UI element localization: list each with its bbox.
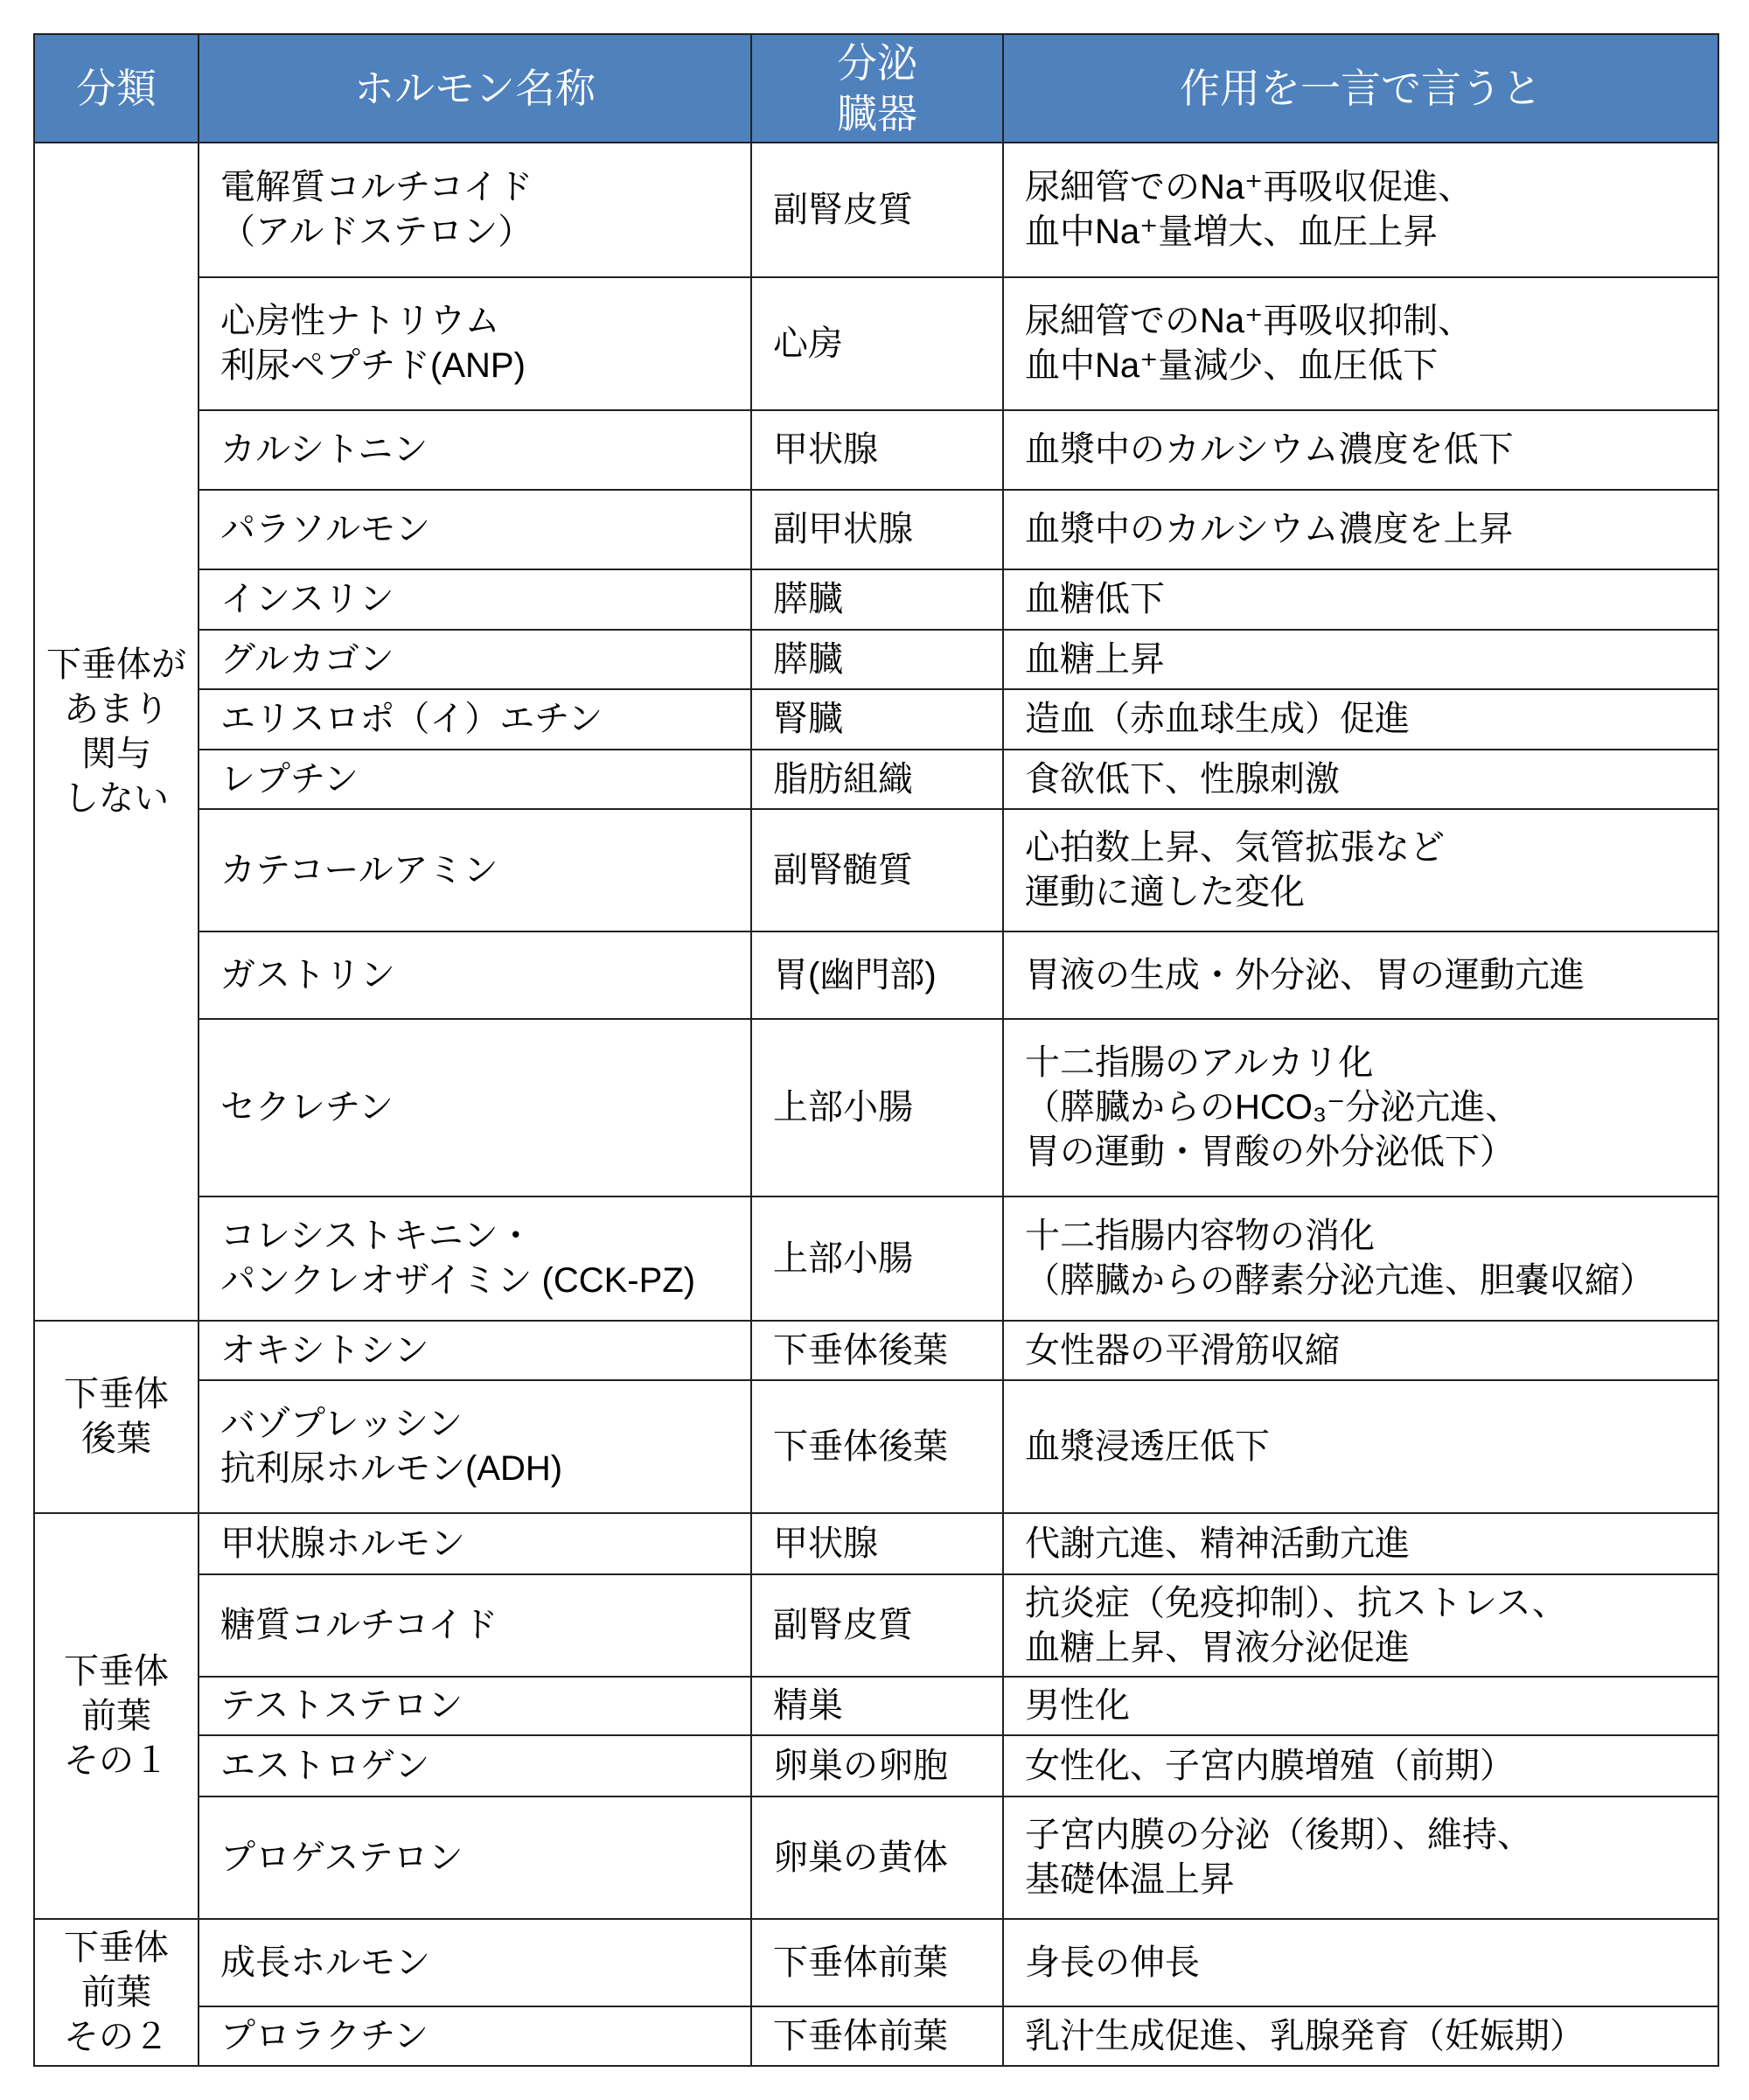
- document-page: [33, 33, 1718, 2067]
- table-row: [34, 2006, 1718, 2066]
- header-secreting-organ: 分泌 臓器: [751, 34, 1003, 143]
- table-row: [34, 750, 1718, 809]
- action-cell: 血糖上昇: [1003, 630, 1718, 689]
- hormone-name-cell: グルカゴン: [199, 630, 751, 689]
- table-row: [34, 1197, 1718, 1321]
- hormone-name-cell: レプチン: [199, 750, 751, 809]
- hormone-name-cell: バゾプレッシン 抗利尿ホルモン(ADH): [199, 1380, 751, 1513]
- category-cell: 下垂体 前葉 その１: [34, 1513, 199, 1919]
- action-cell: 食欲低下、性腺刺激: [1003, 750, 1718, 809]
- secreting-organ-cell: 副腎皮質: [751, 1574, 1003, 1677]
- table-row: [34, 1574, 1718, 1677]
- secreting-organ-cell: 卵巣の卵胞: [751, 1735, 1003, 1797]
- hormone-name-cell: カテコールアミン: [199, 809, 751, 931]
- action-cell: 抗炎症（免疫抑制）、抗ストレス、 血糖上昇、胃液分泌促進: [1003, 1574, 1718, 1677]
- action-cell: 十二指腸のアルカリ化 （膵臓からのHCO₃⁻分泌亢進、 胃の運動・胃酸の外分泌低下）: [1003, 1019, 1718, 1197]
- secreting-organ-cell: 心房: [751, 277, 1003, 410]
- hormone-name-cell: インスリン: [199, 569, 751, 630]
- table-row: [34, 809, 1718, 931]
- table-row: [34, 1019, 1718, 1197]
- action-cell: 胃液の生成・外分泌、胃の運動亢進: [1003, 931, 1718, 1019]
- action-cell: 身長の伸長: [1003, 1919, 1718, 2006]
- hormone-name-cell: エストロゲン: [199, 1735, 751, 1797]
- table-row: [34, 931, 1718, 1019]
- table-row: [34, 143, 1718, 277]
- secreting-organ-cell: 下垂体後葉: [751, 1321, 1003, 1380]
- secreting-organ-cell: 胃(幽門部): [751, 931, 1003, 1019]
- table-row: [34, 1321, 1718, 1380]
- table-row: [34, 1513, 1718, 1574]
- secreting-organ-cell: 副甲状腺: [751, 490, 1003, 569]
- hormone-name-cell: プロラクチン: [199, 2006, 751, 2066]
- header-category: 分類: [34, 34, 199, 143]
- action-cell: 乳汁生成促進、乳腺発育（妊娠期）: [1003, 2006, 1718, 2066]
- hormone-name-cell: オキシトシン: [199, 1321, 751, 1380]
- hormone-name-cell: カルシトニン: [199, 410, 751, 490]
- action-cell: 男性化: [1003, 1677, 1718, 1735]
- secreting-organ-cell: 精巣: [751, 1677, 1003, 1735]
- action-cell: 女性化、子宮内膜増殖（前期）: [1003, 1735, 1718, 1797]
- action-cell: 血漿中のカルシウム濃度を低下: [1003, 410, 1718, 490]
- action-cell: 女性器の平滑筋収縮: [1003, 1321, 1718, 1380]
- hormone-name-cell: 甲状腺ホルモン: [199, 1513, 751, 1574]
- table-row: [34, 1797, 1718, 1919]
- action-cell: 血漿浸透圧低下: [1003, 1380, 1718, 1513]
- hormone-name-cell: パラソルモン: [199, 490, 751, 569]
- hormone-name-cell: 電解質コルチコイド （アルドステロン）: [199, 143, 751, 277]
- category-cell: 下垂体が あまり 関与 しない: [34, 143, 199, 1321]
- header-row: [34, 34, 1718, 143]
- table-row: [34, 277, 1718, 410]
- hormone-name-cell: コレシストキニン・ パンクレオザイミン (CCK-PZ): [199, 1197, 751, 1321]
- action-cell: 血糖低下: [1003, 569, 1718, 630]
- hormone-name-cell: エリスロポ（イ）エチン: [199, 689, 751, 750]
- secreting-organ-cell: 下垂体後葉: [751, 1380, 1003, 1513]
- table-row: [34, 569, 1718, 630]
- table-row: [34, 630, 1718, 689]
- secreting-organ-cell: 膵臓: [751, 630, 1003, 689]
- hormone-name-cell: 心房性ナトリウム 利尿ペプチド(ANP): [199, 277, 751, 410]
- hormone-table: [33, 33, 1719, 2067]
- table-row: [34, 1919, 1718, 2006]
- hormone-name-cell: 糖質コルチコイド: [199, 1574, 751, 1677]
- secreting-organ-cell: 上部小腸: [751, 1019, 1003, 1197]
- table-row: [34, 689, 1718, 750]
- table-row: [34, 490, 1718, 569]
- header-action: 作用を一言で言うと: [1003, 34, 1718, 143]
- header-hormone-name: ホルモン名称: [199, 34, 751, 143]
- secreting-organ-cell: 膵臓: [751, 569, 1003, 630]
- action-cell: 尿細管でのNa⁺再吸収抑制、 血中Na⁺量減少、血圧低下: [1003, 277, 1718, 410]
- table-row: [34, 1677, 1718, 1735]
- secreting-organ-cell: 上部小腸: [751, 1197, 1003, 1321]
- secreting-organ-cell: 卵巣の黄体: [751, 1797, 1003, 1919]
- hormone-name-cell: プロゲステロン: [199, 1797, 751, 1919]
- table-row: [34, 410, 1718, 490]
- category-cell: 下垂体 前葉 その２: [34, 1919, 199, 2066]
- secreting-organ-cell: 副腎皮質: [751, 143, 1003, 277]
- action-cell: 十二指腸内容物の消化 （膵臓からの酵素分泌亢進、胆嚢収縮）: [1003, 1197, 1718, 1321]
- table-row: [34, 1380, 1718, 1513]
- action-cell: 心拍数上昇、気管拡張など 運動に適した変化: [1003, 809, 1718, 931]
- action-cell: 血漿中のカルシウム濃度を上昇: [1003, 490, 1718, 569]
- action-cell: 代謝亢進、精神活動亢進: [1003, 1513, 1718, 1574]
- table-row: [34, 1735, 1718, 1797]
- action-cell: 造血（赤血球生成）促進: [1003, 689, 1718, 750]
- secreting-organ-cell: 腎臓: [751, 689, 1003, 750]
- hormone-name-cell: ガストリン: [199, 931, 751, 1019]
- secreting-organ-cell: 脂肪組織: [751, 750, 1003, 809]
- category-cell: 下垂体 後葉: [34, 1321, 199, 1513]
- hormone-name-cell: 成長ホルモン: [199, 1919, 751, 2006]
- secreting-organ-cell: 甲状腺: [751, 410, 1003, 490]
- secreting-organ-cell: 下垂体前葉: [751, 2006, 1003, 2066]
- action-cell: 尿細管でのNa⁺再吸収促進、 血中Na⁺量増大、血圧上昇: [1003, 143, 1718, 277]
- secreting-organ-cell: 副腎髄質: [751, 809, 1003, 931]
- hormone-name-cell: テストステロン: [199, 1677, 751, 1735]
- action-cell: 子宮内膜の分泌（後期）、維持、 基礎体温上昇: [1003, 1797, 1718, 1919]
- secreting-organ-cell: 下垂体前葉: [751, 1919, 1003, 2006]
- secreting-organ-cell: 甲状腺: [751, 1513, 1003, 1574]
- hormone-name-cell: セクレチン: [199, 1019, 751, 1197]
